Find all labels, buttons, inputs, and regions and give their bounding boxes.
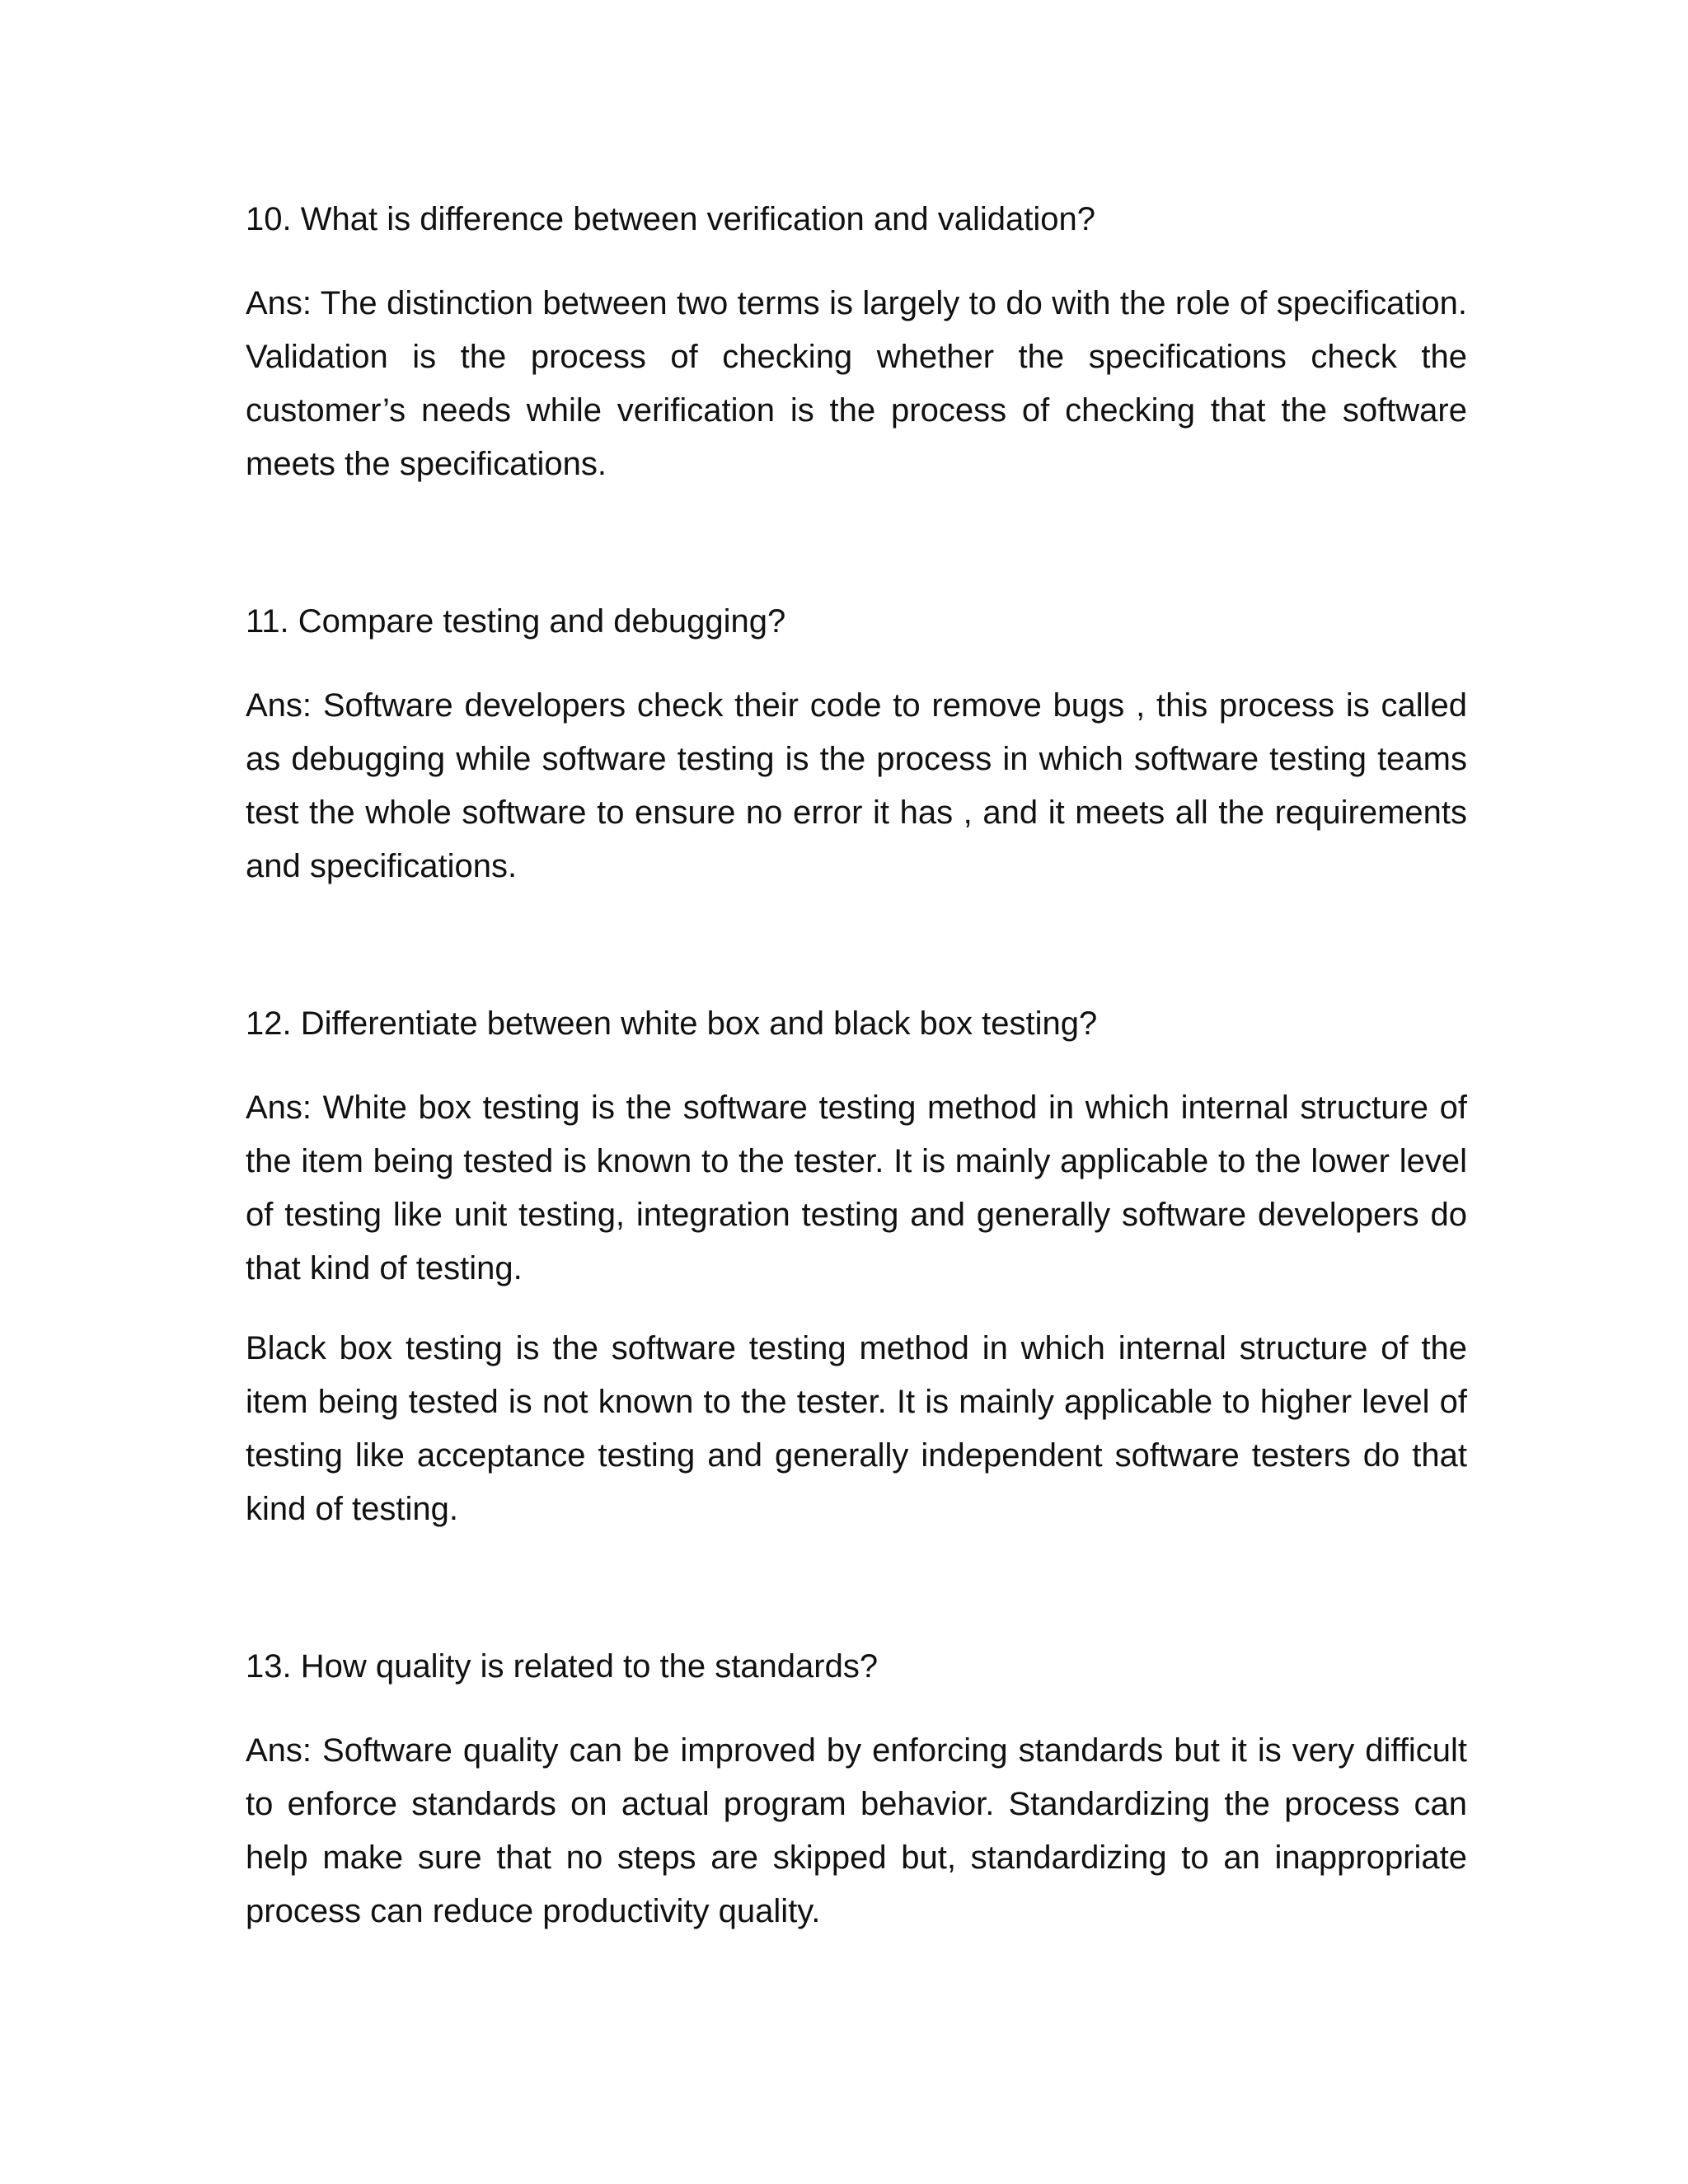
answer-paragraph: Ans: Software developers check their code to remove bugs , this process is called as debugging while software testing is the process in which software testing teams test the whole software to ensure no error it has , and it meets all the requirements and specifications. (246, 687, 1467, 884)
qa-section-10 (246, 196, 1467, 491)
question-heading: 10. What is difference between verification and validation? (246, 201, 1095, 237)
question-heading: 12. Differentiate between white box and black box testing? (246, 1005, 1098, 1042)
answer-paragraph: Black box testing is the software testing method in which internal structure of the item being tested is not known to the tester. It is mainly applicable to higher level of testing like acceptance testing and generally independent software testers do that kind of testing. (246, 1330, 1467, 1527)
answer-paragraph: Ans: White box testing is the software testing method in which internal structure of the item being tested is known to the tester. It is mainly applicable to the lower level of testing like unit testing, integration testing and generally software developers do that kind of testing. (246, 1090, 1467, 1286)
answer-paragraph: Ans: The distinction between two terms is largely to do with the role of specification. Validation is the process of checking whether the specifications check the customer’s needs while verification is the process of checking that the software meets the specifications. (246, 285, 1467, 482)
question-heading: 13. How quality is related to the standards? (246, 1648, 879, 1685)
question-heading: 11. Compare testing and debugging? (246, 603, 786, 640)
qa-section-12 (246, 1001, 1467, 1536)
answer-paragraph: Ans: Software quality can be improved by enforcing standards but it is very difficult to enforce standards on actual program behavior. Standardizing the process can help make sure that no steps are skipped but, standardizing to an inappropriate process can reduce productivity quality. (246, 1732, 1467, 1929)
document-page (246, 196, 1467, 1965)
qa-section-13 (246, 1643, 1467, 1938)
qa-section-11 (246, 598, 1467, 893)
